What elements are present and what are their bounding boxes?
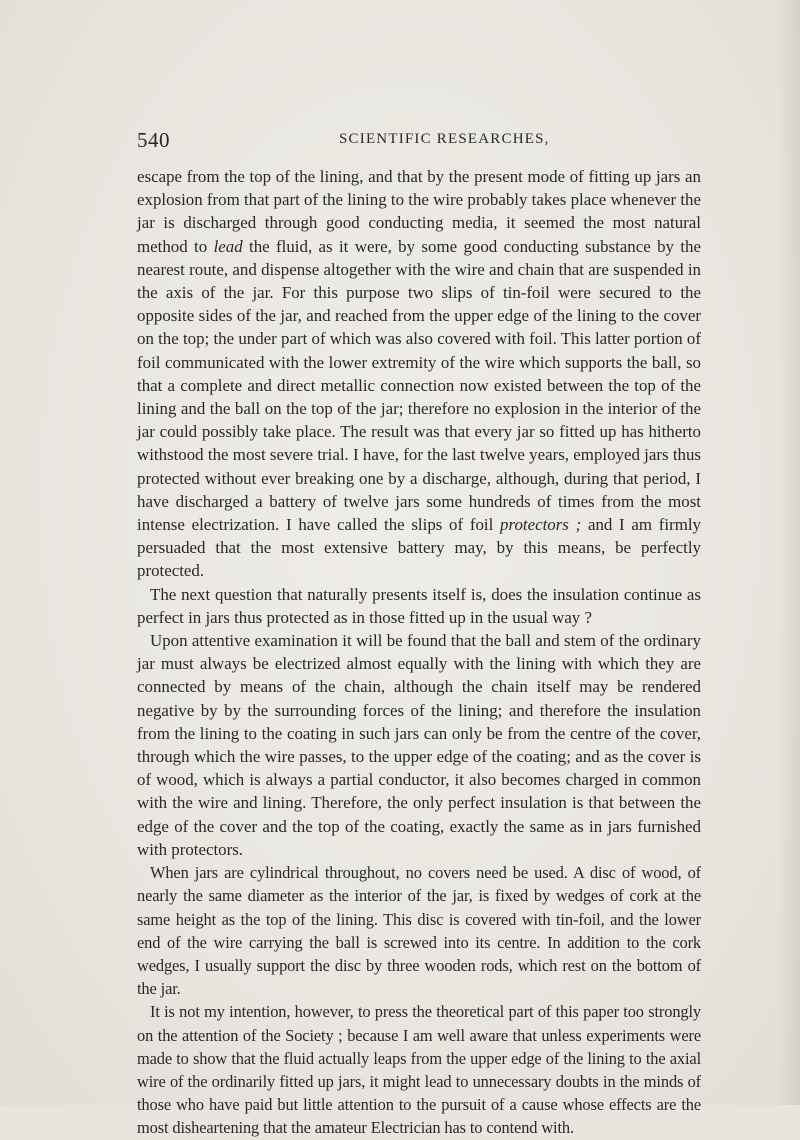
- paragraph-1-part-3: and I am firmly persuaded that the most extensive battery may, by this means, be perfectly protected.: [137, 515, 701, 581]
- paragraph-1: [137, 165, 701, 583]
- paragraph-1-part-1: escape from the top of the lining, and that by the present mode of fitting up jars an explosion from that part of the lining to the wire probably takes place whenever the jar is discharged through good conducting media, it seemed the most natural method to: [137, 167, 701, 256]
- page-number: 540: [137, 128, 170, 152]
- running-head: [137, 128, 702, 150]
- emphasis-lead: lead: [213, 236, 243, 256]
- paragraph-5: It is not my intention, however, to press the theoretical part of this paper too strongly on the attention of the Society ; because I am well aware that unless experiments were made to show that the fluid actually leaps from the upper edge of the lining to the axial wire of the ordinarily fitted up jars, it might lead to unnecessary doubts in the minds of those who have paid but little attention to the pursuit of a cause whose effects are the most disheartening that the amateur Electrician has to contend with.: [137, 1002, 701, 1138]
- paragraph-4: When jars are cylindrical throughout, no covers need be used. A disc of wood, of nearly the same diameter as the interior of the jar, is fixed by wedges of cork at the same height as the top of the lining. This disc is covered with tin-foil, and the lower end of the wire carrying the ball is screwed into its centre. In addition to the cork wedges, I usually support the disc by three wooden rods, which rest on the bottom of the jar.: [137, 863, 701, 999]
- page-edge-shadow: [778, 0, 800, 1105]
- paragraph-3: Upon attentive examination it will be found that the ball and stem of the ordinary jar must always be electrized almost equally with the lining with which they are connected by means of the chain, although the chain itself may be rendered negative by by the surrounding forces of the lining; and therefore the insulation from the lining to the coating in such jars can only be from the centre of the cover, through which the wire passes, to the upper edge of the coating; and as the cover is of wood, which is always a partial conductor, it also becomes charged in common with the wire and lining. Therefore, the only perfect insulation is that between the edge of the cover and the top of the coating, exactly the same as in jars furnished with protectors.: [137, 631, 701, 859]
- paragraph-2: The next question that naturally presents itself is, does the insulation continue as perfect in jars thus protected as in those fitted up in the usual way ?: [137, 584, 701, 627]
- running-title: SCIENTIFIC RESEARCHES,: [339, 131, 550, 147]
- paragraph-1-part-2: the fluid, as it were, by some good conducting substance by the nearest route, and dispense altogether with the wire and chain that are suspended in the axis of the jar. For this purpose two slips of tin-foil were secured to the opposite sides of the jar, and reached from the upper edge of the lining to the cover on the top; the under part of which was also covered with foil. This latter portion of foil communicated with the lower extremity of the wire which supports the ball, so that a complete and direct metallic connection now existed between the top of the lining and the ball on the top of the jar; therefore no explosion in the interior of the jar could possibly take place. The result was that every jar so fitted up has hitherto withstood the most severe trial. I have, for the last twelve years, employed jars thus protected without ever breaking one by a discharge, although, during that period, I have discharged a battery of twelve jars some hundreds of times from the most intense electrization. I have called the slips of foil: [137, 236, 701, 535]
- body-text: [137, 165, 701, 1140]
- emphasis-protectors: protectors ;: [500, 515, 582, 535]
